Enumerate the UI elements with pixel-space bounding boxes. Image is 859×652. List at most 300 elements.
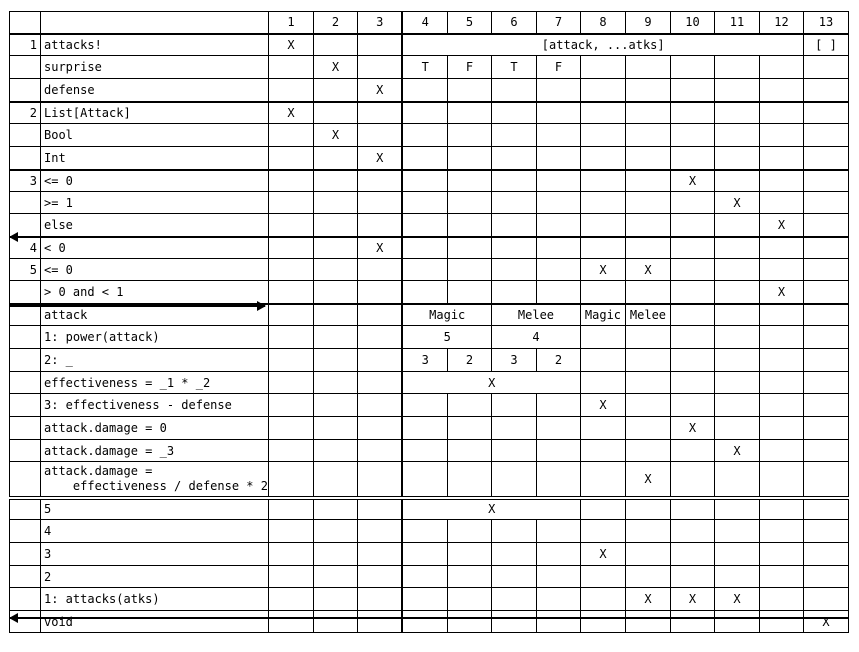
matrix-cell	[580, 214, 625, 237]
table-row	[10, 543, 849, 566]
column-header-3: 3	[357, 12, 402, 34]
matrix-cell	[402, 281, 447, 304]
matrix-cell	[313, 170, 357, 192]
row-label: 1: power(attack)	[41, 326, 269, 349]
matrix-cell	[491, 79, 536, 102]
row-label: <= 0	[41, 259, 269, 281]
matrix-cell	[268, 566, 313, 588]
matrix-cell	[714, 520, 759, 543]
matrix-cell	[447, 237, 491, 259]
row-label: 4	[41, 520, 269, 543]
matrix-cell: X	[714, 192, 759, 214]
table-row	[10, 56, 849, 79]
matrix-cell	[759, 520, 803, 543]
table-row	[10, 259, 849, 281]
table-row	[10, 498, 849, 520]
matrix-cell	[670, 498, 714, 520]
matrix-cell	[536, 281, 580, 304]
table-row	[10, 394, 849, 417]
row-label: attack.damage = _3	[41, 440, 269, 462]
matrix-cell	[357, 394, 402, 417]
matrix-cell	[759, 349, 803, 372]
matrix-cell	[491, 170, 536, 192]
matrix-cell	[536, 192, 580, 214]
matrix-cell	[580, 326, 625, 349]
matrix-cell	[803, 372, 848, 394]
table-row	[10, 611, 849, 633]
matrix-cell	[803, 304, 848, 326]
matrix-cell	[714, 56, 759, 79]
matrix-cell	[803, 440, 848, 462]
matrix-cell	[714, 611, 759, 633]
table-row	[10, 281, 849, 304]
matrix-cell	[714, 566, 759, 588]
matrix-cell	[447, 214, 491, 237]
matrix-cell	[357, 462, 402, 498]
matrix-cell	[491, 394, 536, 417]
matrix-cell	[670, 124, 714, 147]
matrix-cell	[759, 566, 803, 588]
matrix-cell	[625, 566, 670, 588]
matrix-cell	[759, 498, 803, 520]
matrix-cell	[759, 124, 803, 147]
matrix-cell	[313, 34, 357, 56]
header-row	[10, 12, 849, 34]
matrix-cell: Melee	[625, 304, 670, 326]
matrix-cell	[580, 56, 625, 79]
matrix-cell	[313, 462, 357, 498]
table-row	[10, 34, 849, 56]
group-number	[10, 520, 41, 543]
matrix-cell	[447, 566, 491, 588]
matrix-cell	[625, 102, 670, 124]
table-row	[10, 102, 849, 124]
matrix-cell	[803, 349, 848, 372]
matrix-cell	[268, 56, 313, 79]
matrix-cell	[759, 326, 803, 349]
group-number: 4	[10, 237, 41, 259]
group-number	[10, 79, 41, 102]
matrix-cell	[491, 124, 536, 147]
matrix-cell	[447, 440, 491, 462]
matrix-cell	[625, 349, 670, 372]
matrix-cell	[625, 543, 670, 566]
matrix-cell: X	[759, 214, 803, 237]
matrix-cell	[625, 79, 670, 102]
row-label: 3: effectiveness - defense	[41, 394, 269, 417]
matrix-cell	[313, 543, 357, 566]
row-label: void	[41, 611, 269, 633]
matrix-cell	[580, 440, 625, 462]
matrix-cell	[402, 79, 447, 102]
matrix-cell	[268, 611, 313, 633]
matrix-cell	[803, 462, 848, 498]
table-row	[10, 147, 849, 170]
matrix-cell: X	[625, 259, 670, 281]
matrix-cell	[402, 462, 447, 498]
matrix-cell	[580, 79, 625, 102]
matrix-cell	[491, 520, 536, 543]
matrix-cell: 4	[491, 326, 580, 349]
matrix-cell	[580, 147, 625, 170]
matrix-cell	[402, 214, 447, 237]
matrix-cell	[491, 102, 536, 124]
matrix-cell	[491, 214, 536, 237]
matrix-cell: X	[670, 417, 714, 440]
matrix-cell	[803, 102, 848, 124]
matrix-cell	[759, 543, 803, 566]
matrix-cell	[402, 237, 447, 259]
matrix-cell	[268, 498, 313, 520]
matrix-cell: X	[670, 588, 714, 611]
matrix-cell	[268, 417, 313, 440]
table-row	[10, 588, 849, 611]
row-label: Int	[41, 147, 269, 170]
matrix-cell	[803, 498, 848, 520]
row-label: attack.damage = 0	[41, 417, 269, 440]
matrix-cell	[759, 394, 803, 417]
matrix-cell	[759, 192, 803, 214]
matrix-cell	[580, 588, 625, 611]
matrix-cell	[313, 566, 357, 588]
matrix-cell	[313, 79, 357, 102]
matrix-cell	[357, 102, 402, 124]
matrix-cell	[803, 417, 848, 440]
group-number	[10, 349, 41, 372]
matrix-cell	[536, 520, 580, 543]
table-row	[10, 79, 849, 102]
matrix-cell	[402, 611, 447, 633]
matrix-cell	[447, 124, 491, 147]
matrix-cell: X	[313, 56, 357, 79]
matrix-cell	[268, 326, 313, 349]
matrix-cell	[491, 237, 536, 259]
matrix-cell	[803, 79, 848, 102]
row-label: 5	[41, 498, 269, 520]
matrix-cell	[625, 440, 670, 462]
matrix-cell: X	[759, 281, 803, 304]
matrix-cell	[670, 372, 714, 394]
matrix-cell	[714, 170, 759, 192]
matrix-cell	[803, 124, 848, 147]
matrix-cell: 3	[402, 349, 447, 372]
matrix-cell	[313, 192, 357, 214]
matrix-cell: X	[580, 394, 625, 417]
matrix-cell	[313, 440, 357, 462]
matrix-cell	[402, 588, 447, 611]
table-row	[10, 237, 849, 259]
matrix-cell: Melee	[491, 304, 580, 326]
table-row	[10, 417, 849, 440]
matrix-cell	[625, 498, 670, 520]
column-header-8: 8	[580, 12, 625, 34]
matrix-cell: F	[447, 56, 491, 79]
matrix-cell: X	[357, 79, 402, 102]
matrix-cell	[313, 611, 357, 633]
matrix-cell	[536, 79, 580, 102]
matrix-cell	[803, 192, 848, 214]
matrix-cell	[625, 237, 670, 259]
matrix-cell	[447, 462, 491, 498]
matrix-cell	[536, 102, 580, 124]
matrix-cell	[402, 102, 447, 124]
matrix-cell	[536, 588, 580, 611]
row-label: > 0 and < 1	[41, 281, 269, 304]
matrix-cell	[357, 543, 402, 566]
column-header-2: 2	[313, 12, 357, 34]
matrix-cell	[759, 79, 803, 102]
matrix-cell	[536, 543, 580, 566]
matrix-cell: 5	[402, 326, 491, 349]
table-row	[10, 440, 849, 462]
matrix-cell	[625, 124, 670, 147]
matrix-cell	[313, 326, 357, 349]
row-label: attack.damage = effectiveness / defense * 2	[41, 462, 269, 498]
matrix-cell	[313, 588, 357, 611]
corner-cell	[10, 12, 41, 34]
matrix-cell	[357, 214, 402, 237]
table-row	[10, 170, 849, 192]
matrix-cell	[670, 440, 714, 462]
decision-table	[9, 11, 849, 633]
matrix-cell	[803, 259, 848, 281]
matrix-cell	[536, 462, 580, 498]
matrix-cell	[357, 588, 402, 611]
matrix-cell	[803, 147, 848, 170]
matrix-cell	[357, 417, 402, 440]
matrix-cell	[625, 417, 670, 440]
matrix-cell	[268, 124, 313, 147]
column-header-9: 9	[625, 12, 670, 34]
matrix-cell	[357, 170, 402, 192]
matrix-cell	[268, 372, 313, 394]
matrix-cell	[268, 304, 313, 326]
row-label: 2	[41, 566, 269, 588]
matrix-cell	[447, 611, 491, 633]
table-row	[10, 372, 849, 394]
matrix-cell	[759, 170, 803, 192]
matrix-cell	[580, 520, 625, 543]
matrix-cell	[714, 498, 759, 520]
matrix-cell	[268, 543, 313, 566]
row-label: effectiveness = _1 * _2	[41, 372, 269, 394]
matrix-cell	[670, 214, 714, 237]
row-label: defense	[41, 79, 269, 102]
group-number	[10, 56, 41, 79]
matrix-cell	[491, 192, 536, 214]
row-label: 2: _	[41, 349, 269, 372]
matrix-cell	[313, 102, 357, 124]
matrix-cell	[447, 192, 491, 214]
matrix-cell	[357, 304, 402, 326]
matrix-cell	[402, 520, 447, 543]
matrix-cell	[759, 304, 803, 326]
row-label: attack	[41, 304, 269, 326]
matrix-cell	[714, 417, 759, 440]
matrix-cell	[625, 394, 670, 417]
matrix-cell	[625, 611, 670, 633]
matrix-cell	[670, 326, 714, 349]
matrix-cell: T	[491, 56, 536, 79]
matrix-cell	[759, 372, 803, 394]
column-header-13: 13	[803, 12, 848, 34]
matrix-cell	[670, 304, 714, 326]
group-number	[10, 566, 41, 588]
matrix-cell: X	[580, 259, 625, 281]
matrix-cell: X	[803, 611, 848, 633]
matrix-cell	[536, 440, 580, 462]
table-row	[10, 214, 849, 237]
matrix-cell	[402, 192, 447, 214]
matrix-cell	[491, 259, 536, 281]
group-number	[10, 147, 41, 170]
group-number	[10, 543, 41, 566]
column-header-7: 7	[536, 12, 580, 34]
matrix-cell	[714, 102, 759, 124]
matrix-cell	[268, 394, 313, 417]
matrix-cell	[670, 102, 714, 124]
matrix-cell	[357, 520, 402, 543]
group-number: 1	[10, 34, 41, 56]
matrix-cell	[402, 124, 447, 147]
matrix-cell	[625, 520, 670, 543]
matrix-cell	[447, 259, 491, 281]
matrix-cell	[268, 147, 313, 170]
group-number	[10, 326, 41, 349]
row-label: surprise	[41, 56, 269, 79]
matrix-cell	[670, 56, 714, 79]
matrix-cell	[357, 326, 402, 349]
matrix-cell	[491, 543, 536, 566]
matrix-cell	[536, 611, 580, 633]
table-row	[10, 462, 849, 498]
matrix-cell	[580, 566, 625, 588]
matrix-cell	[536, 417, 580, 440]
matrix-cell	[447, 588, 491, 611]
matrix-cell	[670, 192, 714, 214]
matrix-cell	[491, 566, 536, 588]
matrix-cell	[268, 192, 313, 214]
matrix-cell	[447, 417, 491, 440]
matrix-cell	[580, 349, 625, 372]
matrix-cell	[402, 170, 447, 192]
matrix-cell: 3	[491, 349, 536, 372]
matrix-cell	[580, 170, 625, 192]
matrix-cell	[670, 462, 714, 498]
table-row	[10, 124, 849, 147]
matrix-cell	[447, 170, 491, 192]
matrix-cell	[714, 394, 759, 417]
matrix-cell	[313, 394, 357, 417]
matrix-cell	[759, 417, 803, 440]
group-number: 3	[10, 170, 41, 192]
matrix-cell	[714, 237, 759, 259]
matrix-cell	[670, 237, 714, 259]
matrix-cell	[714, 259, 759, 281]
matrix-cell: X	[625, 462, 670, 498]
matrix-cell	[803, 170, 848, 192]
matrix-cell	[491, 611, 536, 633]
matrix-cell	[536, 214, 580, 237]
matrix-cell: X	[714, 588, 759, 611]
matrix-cell	[759, 102, 803, 124]
matrix-cell	[580, 237, 625, 259]
matrix-cell	[625, 281, 670, 304]
group-number	[10, 417, 41, 440]
matrix-cell	[357, 192, 402, 214]
matrix-cell	[357, 34, 402, 56]
matrix-cell	[268, 214, 313, 237]
matrix-cell	[402, 543, 447, 566]
matrix-cell	[447, 543, 491, 566]
row-label: attacks!	[41, 34, 269, 56]
group-number	[10, 611, 41, 633]
matrix-cell	[625, 214, 670, 237]
group-number: 5	[10, 259, 41, 281]
matrix-cell	[268, 170, 313, 192]
matrix-cell	[357, 498, 402, 520]
table-row	[10, 566, 849, 588]
matrix-cell	[670, 611, 714, 633]
column-header-6: 6	[491, 12, 536, 34]
matrix-cell	[268, 349, 313, 372]
matrix-cell	[803, 566, 848, 588]
matrix-cell	[536, 147, 580, 170]
matrix-cell	[803, 56, 848, 79]
matrix-cell	[313, 304, 357, 326]
column-header-4: 4	[402, 12, 447, 34]
matrix-cell	[803, 520, 848, 543]
table-row	[10, 326, 849, 349]
matrix-cell: [attack, ...atks]	[402, 34, 803, 56]
matrix-cell	[268, 237, 313, 259]
matrix-cell: 2	[447, 349, 491, 372]
matrix-cell	[670, 520, 714, 543]
matrix-cell	[625, 56, 670, 79]
matrix-cell	[268, 281, 313, 304]
matrix-cell	[402, 259, 447, 281]
matrix-cell	[313, 147, 357, 170]
matrix-cell	[447, 147, 491, 170]
matrix-cell	[357, 440, 402, 462]
matrix-cell	[402, 394, 447, 417]
row-label: Bool	[41, 124, 269, 147]
matrix-cell	[714, 281, 759, 304]
matrix-cell	[402, 147, 447, 170]
matrix-cell	[714, 124, 759, 147]
matrix-cell	[357, 124, 402, 147]
matrix-cell: T	[402, 56, 447, 79]
matrix-cell	[714, 349, 759, 372]
matrix-cell	[268, 520, 313, 543]
matrix-cell	[670, 259, 714, 281]
matrix-cell	[580, 372, 625, 394]
matrix-cell: Magic	[402, 304, 491, 326]
matrix-cell	[268, 259, 313, 281]
matrix-cell	[580, 281, 625, 304]
column-header-10: 10	[670, 12, 714, 34]
matrix-cell	[759, 259, 803, 281]
matrix-cell	[803, 214, 848, 237]
matrix-cell	[714, 79, 759, 102]
matrix-cell	[491, 462, 536, 498]
matrix-cell	[580, 192, 625, 214]
matrix-cell: F	[536, 56, 580, 79]
matrix-cell	[313, 498, 357, 520]
table-row	[10, 349, 849, 372]
matrix-cell	[447, 281, 491, 304]
group-number	[10, 498, 41, 520]
